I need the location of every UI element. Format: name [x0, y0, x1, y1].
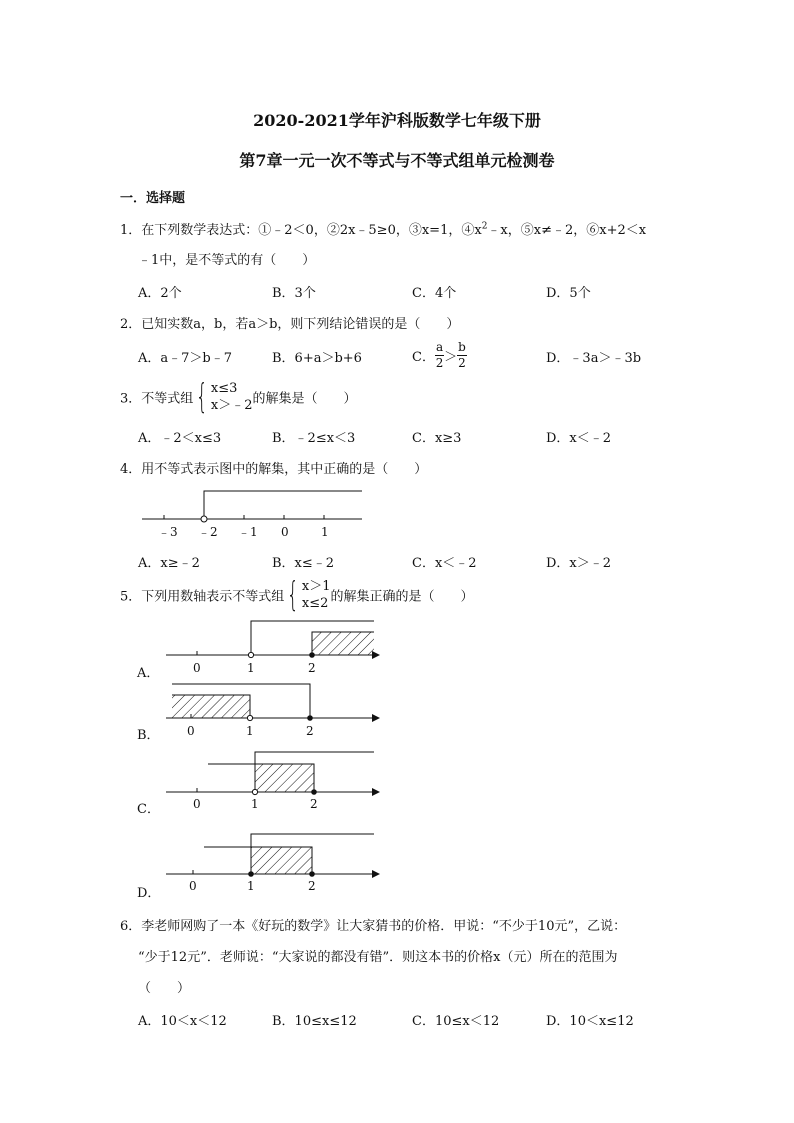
q2-option-c-label: C．	[412, 350, 435, 365]
q5c-tick-label: 0	[193, 797, 201, 810]
q1-text-b: ﹣x，⑤x≠﹣2，⑥x+2＜x	[487, 223, 647, 238]
q3-inequality-system	[193, 377, 253, 417]
q5b-closed-endpoint	[307, 715, 313, 721]
q2-frac-a-den: 2	[435, 356, 444, 370]
q4-tick-label: 0	[281, 525, 289, 539]
arrow-right-icon	[372, 714, 380, 722]
q5-sys-line-1: x＞1	[301, 579, 331, 594]
q6-option-a[interactable]: A．10＜x＜12	[138, 1014, 227, 1029]
question-6-stem-paren: （ ）	[138, 981, 191, 996]
q4-tick-label: ﹣1	[238, 525, 258, 539]
q2-option-c[interactable]	[412, 340, 467, 371]
q5b-tick-label: 0	[187, 724, 195, 738]
q5-figure-d[interactable]	[160, 830, 390, 892]
question-2-stem: 2．已知实数a，b，若a＞b，则下列结论错误的是（ ）	[120, 317, 460, 332]
q1-option-a[interactable]: A．2个	[138, 286, 182, 301]
q1-option-b[interactable]: B．3个	[272, 286, 316, 301]
q5d-shaded-region	[251, 847, 312, 874]
q5c-shaded-region	[255, 764, 314, 792]
q3-option-d[interactable]: D．x＜﹣2	[546, 431, 612, 446]
document-subtitle: 第7章一元一次不等式与不等式组单元检测卷	[239, 151, 555, 170]
q4-tick-label: ﹣3	[158, 525, 178, 539]
q5d-closed-endpoint	[309, 871, 315, 877]
hatch-defs	[0, 0, 1, 1]
q5-sys-line-2: x≤2	[301, 596, 329, 611]
q2-option-d[interactable]: D．﹣3a＞﹣3b	[546, 351, 642, 366]
q4-tick-label: ﹣2	[198, 525, 218, 539]
q5c-closed-endpoint	[311, 789, 317, 795]
q5b-open-endpoint	[247, 715, 252, 720]
q5a-tick-label: 0	[193, 661, 201, 675]
q3-suffix: 的解集是（ ）	[252, 391, 357, 407]
q5c-tick-label: 2	[310, 797, 318, 810]
q6-option-b[interactable]: B．10≤x≤12	[272, 1014, 357, 1029]
q5c-open-endpoint	[252, 789, 257, 794]
q5-figure-c[interactable]	[160, 748, 390, 810]
q5a-tick-label: 2	[308, 661, 316, 675]
q5a-open-endpoint	[248, 652, 253, 657]
q4-open-endpoint	[201, 516, 207, 522]
q4-number-line	[130, 485, 380, 543]
left-brace-icon: {	[196, 377, 209, 417]
question-6-stem: 6．李老师网购了一本《好玩的数学》让大家猜书的价格．甲说：“不少于10元”，乙说：	[120, 919, 627, 934]
q5-option-b[interactable]: B．	[137, 728, 160, 743]
q6-option-c[interactable]: C．10≤x＜12	[412, 1014, 500, 1029]
q4-option-a[interactable]: A．x≥﹣2	[138, 556, 200, 571]
question-3-stem	[120, 377, 357, 417]
q5-option-d[interactable]: D．	[137, 886, 161, 901]
arrow-right-icon	[372, 870, 380, 878]
section-heading: 一．选择题	[120, 191, 186, 206]
q5-prefix: 5．下列用数轴表示不等式组	[120, 589, 285, 605]
q3-prefix: 3．不等式组	[120, 391, 194, 407]
q5a-tick-label: 1	[247, 661, 255, 675]
question-1-stem-cont: ﹣1中，是不等式的有（ ）	[138, 253, 316, 268]
q5d-tick-label: 1	[247, 879, 255, 892]
q1-text-a: 1．在下列数学表达式：①﹣2＜0，②2x﹣5≥0，③x=1，④x	[120, 223, 482, 238]
q5a-shaded-region	[312, 632, 374, 655]
q5-option-c[interactable]: C．	[137, 802, 160, 817]
q6-option-d[interactable]: D．10＜x≤12	[546, 1014, 634, 1029]
q5d-tick-label: 0	[189, 879, 197, 892]
q1-option-d[interactable]: D．5个	[546, 286, 591, 301]
q4-option-d[interactable]: D．x＞﹣2	[546, 556, 612, 571]
q3-option-b[interactable]: B．﹣2≤x＜3	[272, 431, 356, 446]
q2-option-a[interactable]: A．a﹣7＞b﹣7	[138, 351, 233, 366]
arrow-right-icon	[372, 788, 380, 796]
q5b-tick-label: 1	[246, 724, 254, 738]
q5-inequality-system	[284, 575, 331, 615]
q1-exponent: 2	[481, 221, 488, 232]
q3-option-c[interactable]: C．x≥3	[412, 431, 462, 446]
q2-option-b[interactable]: B．6+a＞b+6	[272, 351, 362, 366]
question-1-stem	[120, 219, 646, 238]
q4-tick-label: 1	[321, 525, 329, 539]
q5d-tick-label: 2	[308, 879, 316, 892]
q5-figure-b[interactable]	[160, 680, 390, 740]
q3-sys-line-1: x≤3	[210, 381, 238, 396]
q1-option-c[interactable]: C．4个	[412, 286, 457, 301]
left-brace-icon: {	[287, 575, 300, 615]
q2-frac-b-den: 2	[458, 356, 466, 370]
question-4-stem: 4．用不等式表示图中的解集，其中正确的是（ ）	[120, 462, 428, 477]
q5-suffix: 的解集正确的是（ ）	[330, 589, 474, 605]
q5d-closed-endpoint	[248, 871, 254, 877]
q2-fraction-a	[435, 340, 444, 371]
q5b-tick-label: 2	[306, 724, 314, 738]
q5-option-a[interactable]: A．	[137, 666, 160, 681]
q3-option-a[interactable]: A．﹣2＜x≤3	[138, 431, 222, 446]
q5b-shaded-region	[172, 695, 250, 718]
q5-figure-a[interactable]	[160, 615, 390, 675]
q4-solution-bracket	[204, 491, 362, 516]
q2-frac-gt: ＞	[444, 350, 458, 365]
q4-option-c[interactable]: C．x＜﹣2	[412, 556, 477, 571]
q5a-closed-endpoint	[309, 652, 315, 658]
q2-frac-b-num: b	[458, 340, 466, 354]
document-title: 2020-2021学年沪科版数学七年级下册	[253, 111, 541, 130]
q4-option-b[interactable]: B．x≤﹣2	[272, 556, 335, 571]
question-6-stem-cont: “少于12元”．老师说：“大家说的都没有错”．则这本书的价格x（元）所在的范围为	[138, 950, 618, 965]
q3-sys-line-2: x＞﹣2	[210, 398, 253, 413]
q5c-tick-label: 1	[251, 797, 259, 810]
question-5-stem	[120, 575, 474, 615]
q2-frac-a-num: a	[435, 340, 444, 354]
q2-fraction-b	[457, 340, 467, 371]
